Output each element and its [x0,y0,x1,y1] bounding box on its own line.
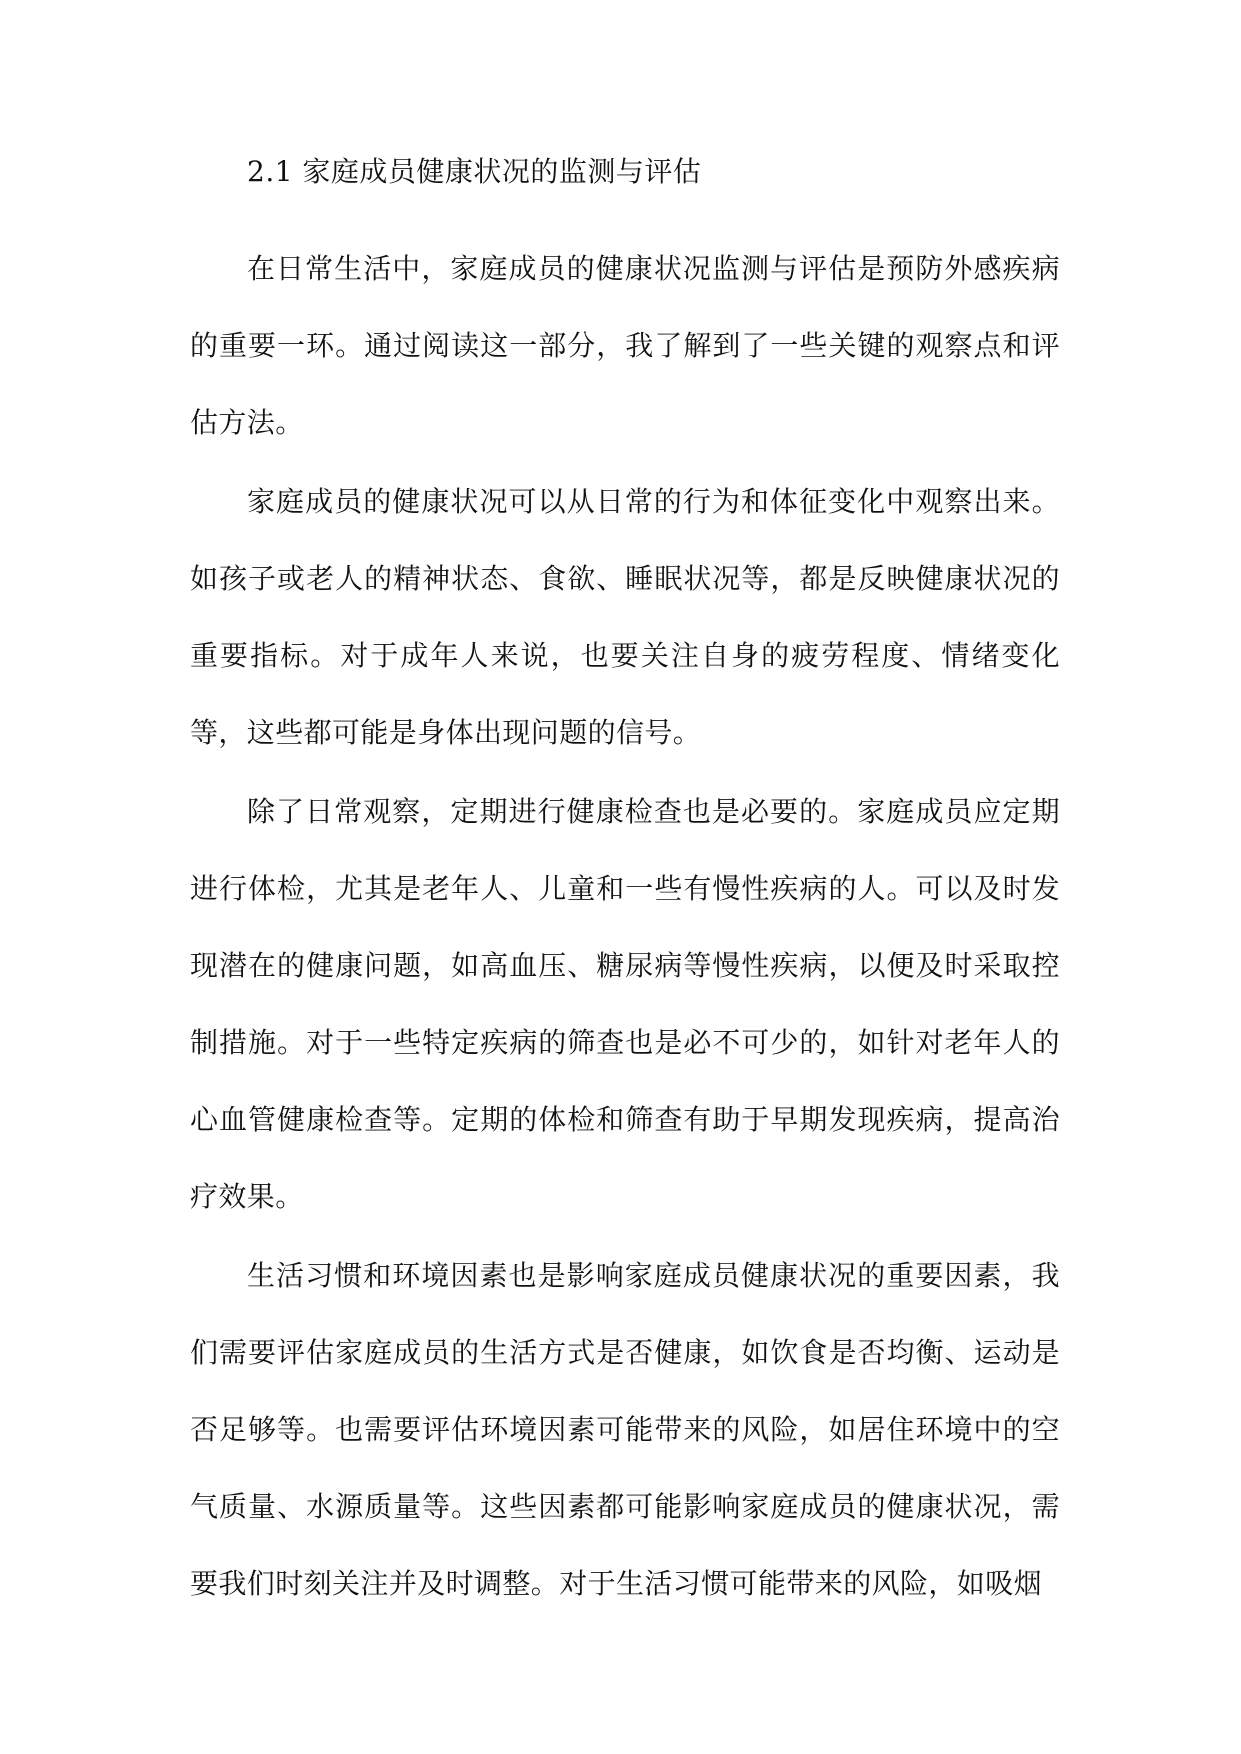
section-title: 2.1 家庭成员健康状况的监测与评估 [247,155,702,188]
paragraph-1: 在日常生活中，家庭成员的健康状况监测与评估是预防外感疾病的重要一环。通过阅读这一部分，我了解到了一些关键的观察点和评估方法。 [190,252,1060,439]
document-page [190,140,1060,1624]
paragraph-3: 除了日常观察，定期进行健康检查也是必要的。家庭成员应定期进行体检，尤其是老年人、儿童和一些有慢性疾病的人。可以及时发现潜在的健康问题，如高血压、糖尿病等慢性疾病，以便及时采取控制措施。对于一些特定疾病的筛查也是必不可少的，如针对老年人的心血管健康检查等。定期的体检和筛查有助于早期发现疾病，提高治疗效果。 [190,795,1060,1213]
paragraph-2: 家庭成员的健康状况可以从日常的行为和体征变化中观察出来。如孩子或老人的精神状态、食欲、睡眠状况等，都是反映健康状况的重要指标。对于成年人来说，也要关注自身的疲劳程度、情绪变化等，这些都可能是身体出现问题的信号。 [190,485,1060,749]
paragraph-4: 生活习惯和环境因素也是影响家庭成员健康状况的重要因素，我们需要评估家庭成员的生活方式是否健康，如饮食是否均衡、运动是否足够等。也需要评估环境因素可能带来的风险，如居住环境中的空气质量、水源质量等。这些因素都可能影响家庭成员的健康状况，需要我们时刻关注并及时调整。对于生活习惯可能带来的风险，如吸烟 [190,1259,1060,1600]
